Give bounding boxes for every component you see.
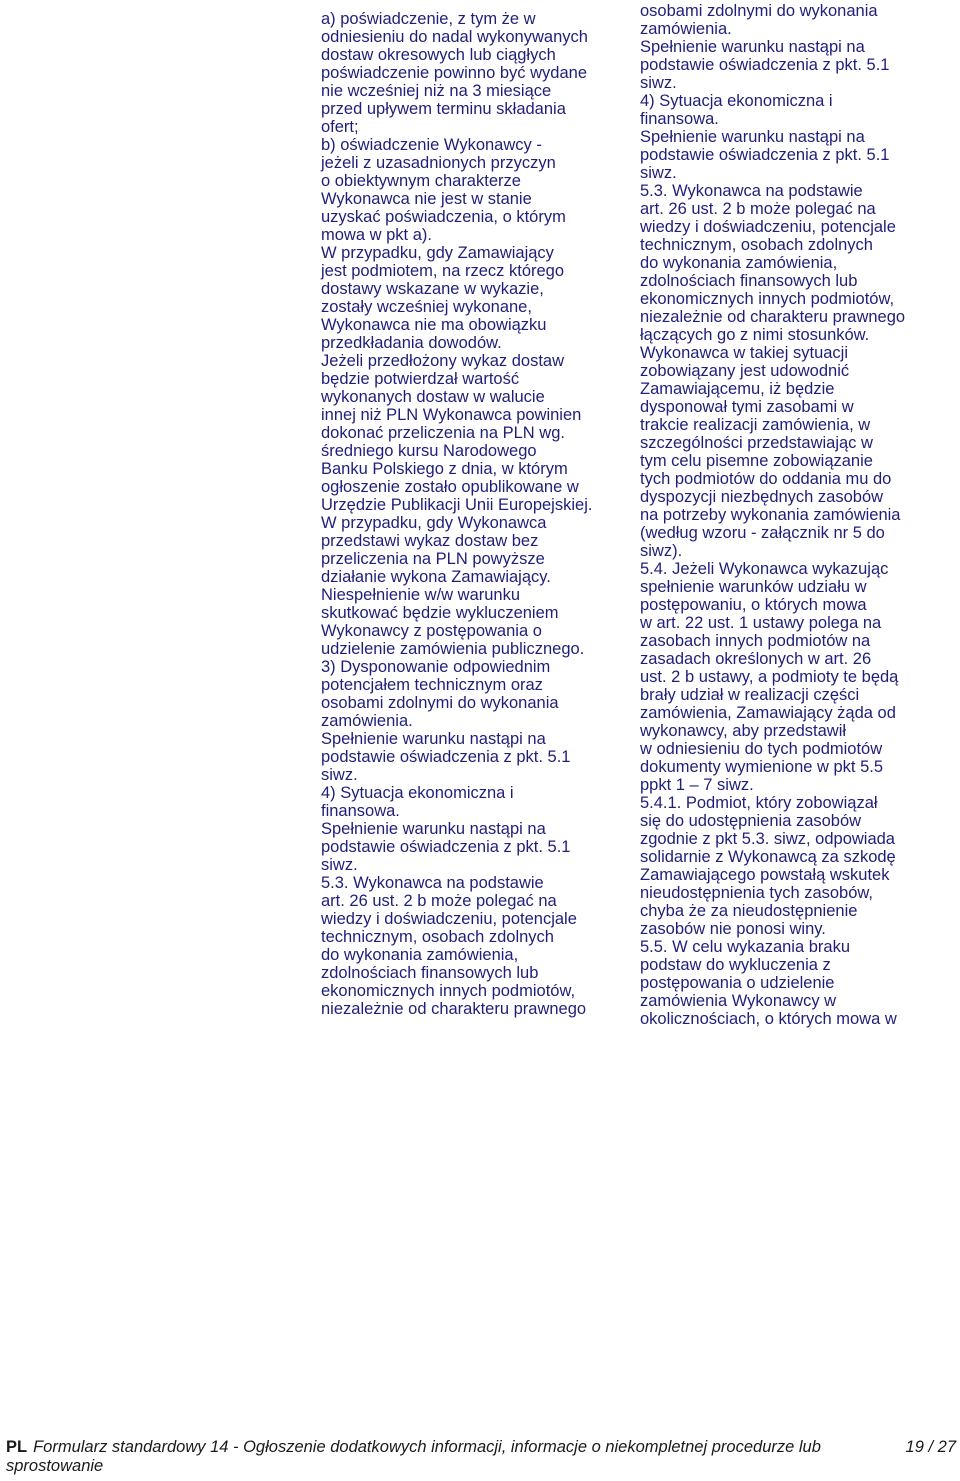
text-line: 5.4. Jeżeli Wykonawca wykazując — [640, 560, 889, 578]
text-line: niezależnie od charakteru prawnego — [321, 1000, 587, 1018]
footer-language-code: PL — [6, 1438, 28, 1456]
text-line: zamówienia. — [321, 712, 413, 730]
text-line: będzie potwierdzał wartość — [321, 370, 520, 388]
text-line: dysponował tymi zasobami w — [640, 398, 854, 416]
text-line: dyspozycji niezbędnych zasobów — [640, 488, 884, 506]
text-line: technicznym, osobach zdolnych — [640, 236, 873, 254]
text-line: wiedzy i doświadczeniu, potencjale — [640, 218, 896, 236]
text-line: dostawy wskazane w wykazie, — [321, 280, 544, 298]
text-line: chyba że za nieudostępnienie — [640, 902, 858, 920]
text-line: skutkować będzie wykluczeniem — [321, 604, 559, 622]
text-line: do wykonania zamówienia, — [321, 946, 519, 964]
text-line: zasobach innych podmiotów na — [640, 632, 871, 650]
text-line: się do udostępnienia zasobów — [640, 812, 862, 830]
text-line: art. 26 ust. 2 b może polegać na — [640, 200, 876, 218]
text-line: przeliczenia na PLN powyższe — [321, 550, 545, 568]
text-line: przedstawi wykaz dostaw bez — [321, 532, 539, 550]
text-line: ekonomicznych innych podmiotów, — [640, 290, 895, 308]
text-line: 5.5. W celu wykazania braku — [640, 938, 851, 956]
text-line: podstawie oświadczenia z pkt. 5.1 — [321, 748, 571, 766]
text-line: ekonomicznych innych podmiotów, — [321, 982, 576, 1000]
left-text-column — [321, 10, 592, 1018]
text-line: podstawie oświadczenia z pkt. 5.1 — [640, 146, 890, 164]
text-line: siwz. — [321, 766, 358, 784]
text-line: Spełnienie warunku nastąpi na — [640, 128, 865, 146]
text-line: na potrzeby wykonania zamówienia — [640, 506, 901, 524]
text-line: 5.3. Wykonawca na podstawie — [321, 874, 544, 892]
text-line: podstawie oświadczenia z pkt. 5.1 — [640, 56, 890, 74]
text-line: podstawie oświadczenia z pkt. 5.1 — [321, 838, 571, 856]
text-line: poświadczenie powinno być wydane — [321, 64, 587, 82]
text-line: siwz. — [640, 74, 677, 92]
text-line: postępowaniu, o których mowa — [640, 596, 867, 614]
text-line: ofert; — [321, 118, 359, 136]
text-line: Wykonawcy z postępowania o — [321, 622, 542, 640]
text-line: Wykonawca w takiej sytuacji — [640, 344, 849, 362]
text-line: Spełnienie warunku nastąpi na — [321, 820, 546, 838]
text-line: zdolnościach finansowych lub — [640, 272, 858, 290]
text-line: osobami zdolnymi do wykonania — [640, 2, 878, 20]
text-line: spełnienie warunków udziału w — [640, 578, 867, 596]
text-line: wykonanych dostaw w walucie — [321, 388, 545, 406]
text-line: okolicznościach, o których mowa w — [640, 1010, 897, 1028]
text-line: ppkt 1 – 7 siwz. — [640, 776, 754, 794]
text-line: zamówienia Wykonawcy w — [640, 992, 837, 1010]
text-line: trakcie realizacji zamówienia, w — [640, 416, 871, 434]
text-line: Jeżeli przedłożony wykaz dostaw — [321, 352, 565, 370]
text-line: dostaw okresowych lub ciągłych — [321, 46, 556, 64]
text-line: 3) Dysponowanie odpowiednim — [321, 658, 551, 676]
text-line: zasobów nie ponosi winy. — [640, 920, 826, 938]
text-line: wiedzy i doświadczeniu, potencjale — [321, 910, 577, 928]
footer-form-title-cont: sprostowanie — [6, 1457, 104, 1475]
text-line: Niespełnienie w/w warunku — [321, 586, 521, 604]
text-line: średniego kursu Narodowego — [321, 442, 537, 460]
text-line: ogłoszenie zostało opublikowane w — [321, 478, 579, 496]
text-line: 4) Sytuacja ekonomiczna i — [640, 92, 833, 110]
text-line: Urzędzie Publikacji Unii Europejskiej. — [321, 496, 593, 514]
footer-form-title: Formularz standardowy 14 - Ogłoszenie dodatkowych informacji, informacje o niekompletnej procedurze lub — [33, 1438, 821, 1456]
text-line: mowa w pkt a). — [321, 226, 432, 244]
text-line: do wykonania zamówienia, — [640, 254, 838, 272]
text-line: ust. 2 b ustawy, a podmioty te będą — [640, 668, 899, 686]
text-line: Wykonawca nie jest w stanie — [321, 190, 532, 208]
text-line: zasadach określonych w art. 26 — [640, 650, 872, 668]
text-line: szczególności przedstawiając w — [640, 434, 873, 452]
page-footer — [6, 1438, 956, 1476]
text-line: jeżeli z uzasadnionych przyczyn — [321, 154, 556, 172]
text-line: Wykonawca nie ma obowiązku — [321, 316, 547, 334]
text-line: nieudostępnienia tych zasobów, — [640, 884, 873, 902]
text-line: Spełnienie warunku nastąpi na — [640, 38, 865, 56]
text-line: dokumenty wymienione w pkt 5.5 — [640, 758, 884, 776]
text-line: siwz). — [640, 542, 683, 560]
text-line: solidarnie z Wykonawcą za szkodę — [640, 848, 896, 866]
text-line: łączących go z nimi stosunków. — [640, 326, 870, 344]
text-line: Spełnienie warunku nastąpi na — [321, 730, 546, 748]
text-line: przed upływem terminu składania — [321, 100, 566, 118]
text-line: a) poświadczenie, z tym że w — [321, 10, 536, 28]
text-line: innej niż PLN Wykonawca powinien — [321, 406, 582, 424]
text-line: siwz. — [321, 856, 358, 874]
text-line: zgodnie z pkt 5.3. siwz, odpowiada — [640, 830, 895, 848]
text-line: dokonać przeliczenia na PLN wg. — [321, 424, 565, 442]
text-line: finansowa. — [640, 110, 719, 128]
text-line: udzielenie zamówienia publicznego. — [321, 640, 585, 658]
text-line: przedkładania dowodów. — [321, 334, 502, 352]
text-line: postępowania o udzielenie — [640, 974, 835, 992]
text-line: zobowiązany jest udowodnić — [640, 362, 850, 380]
text-line: brały udział w realizacji części — [640, 686, 860, 704]
text-line: (według wzoru - załącznik nr 5 do — [640, 524, 885, 542]
text-line: niezależnie od charakteru prawnego — [640, 308, 906, 326]
text-line: zamówienia, Zamawiający żąda od — [640, 704, 896, 722]
text-line: zamówienia. — [640, 20, 732, 38]
text-line: W przypadku, gdy Zamawiający — [321, 244, 554, 262]
footer-page-number: 19 / 27 — [905, 1438, 956, 1456]
text-line: W przypadku, gdy Wykonawca — [321, 514, 547, 532]
text-line: Zamawiającemu, iż będzie — [640, 380, 835, 398]
text-line: b) oświadczenie Wykonawcy - — [321, 136, 542, 154]
text-line: 5.4.1. Podmiot, który zobowiązał — [640, 794, 878, 812]
text-line: o obiektywnym charakterze — [321, 172, 521, 190]
text-line: uzyskać poświadczenia, o którym — [321, 208, 566, 226]
text-line: w art. 22 ust. 1 ustawy polega na — [640, 614, 882, 632]
text-line: zostały wcześniej wykonane, — [321, 298, 532, 316]
right-text-column — [640, 2, 905, 1028]
text-line: technicznym, osobach zdolnych — [321, 928, 554, 946]
text-line: osobami zdolnymi do wykonania — [321, 694, 559, 712]
text-line: art. 26 ust. 2 b może polegać na — [321, 892, 557, 910]
text-line: finansowa. — [321, 802, 400, 820]
text-line: potencjałem technicznym oraz — [321, 676, 543, 694]
text-line: Zamawiającego powstałą wskutek — [640, 866, 890, 884]
text-line: tym celu pisemne zobowiązanie — [640, 452, 873, 470]
text-line: zdolnościach finansowych lub — [321, 964, 539, 982]
text-line: jest podmiotem, na rzecz którego — [321, 262, 565, 280]
text-line: nie wcześniej niż na 3 miesiące — [321, 82, 552, 100]
text-line: podstaw do wykluczenia z — [640, 956, 831, 974]
text-line: wykonawcy, aby przedstawił — [640, 722, 847, 740]
text-line: 5.3. Wykonawca na podstawie — [640, 182, 863, 200]
text-line: w odniesieniu do tych podmiotów — [640, 740, 883, 758]
text-line: odniesieniu do nadal wykonywanych — [321, 28, 588, 46]
text-line: działanie wykona Zamawiający. — [321, 568, 551, 586]
text-line: siwz. — [640, 164, 677, 182]
text-line: Banku Polskiego z dnia, w którym — [321, 460, 568, 478]
text-line: 4) Sytuacja ekonomiczna i — [321, 784, 514, 802]
text-line: tych podmiotów do oddania mu do — [640, 470, 892, 488]
